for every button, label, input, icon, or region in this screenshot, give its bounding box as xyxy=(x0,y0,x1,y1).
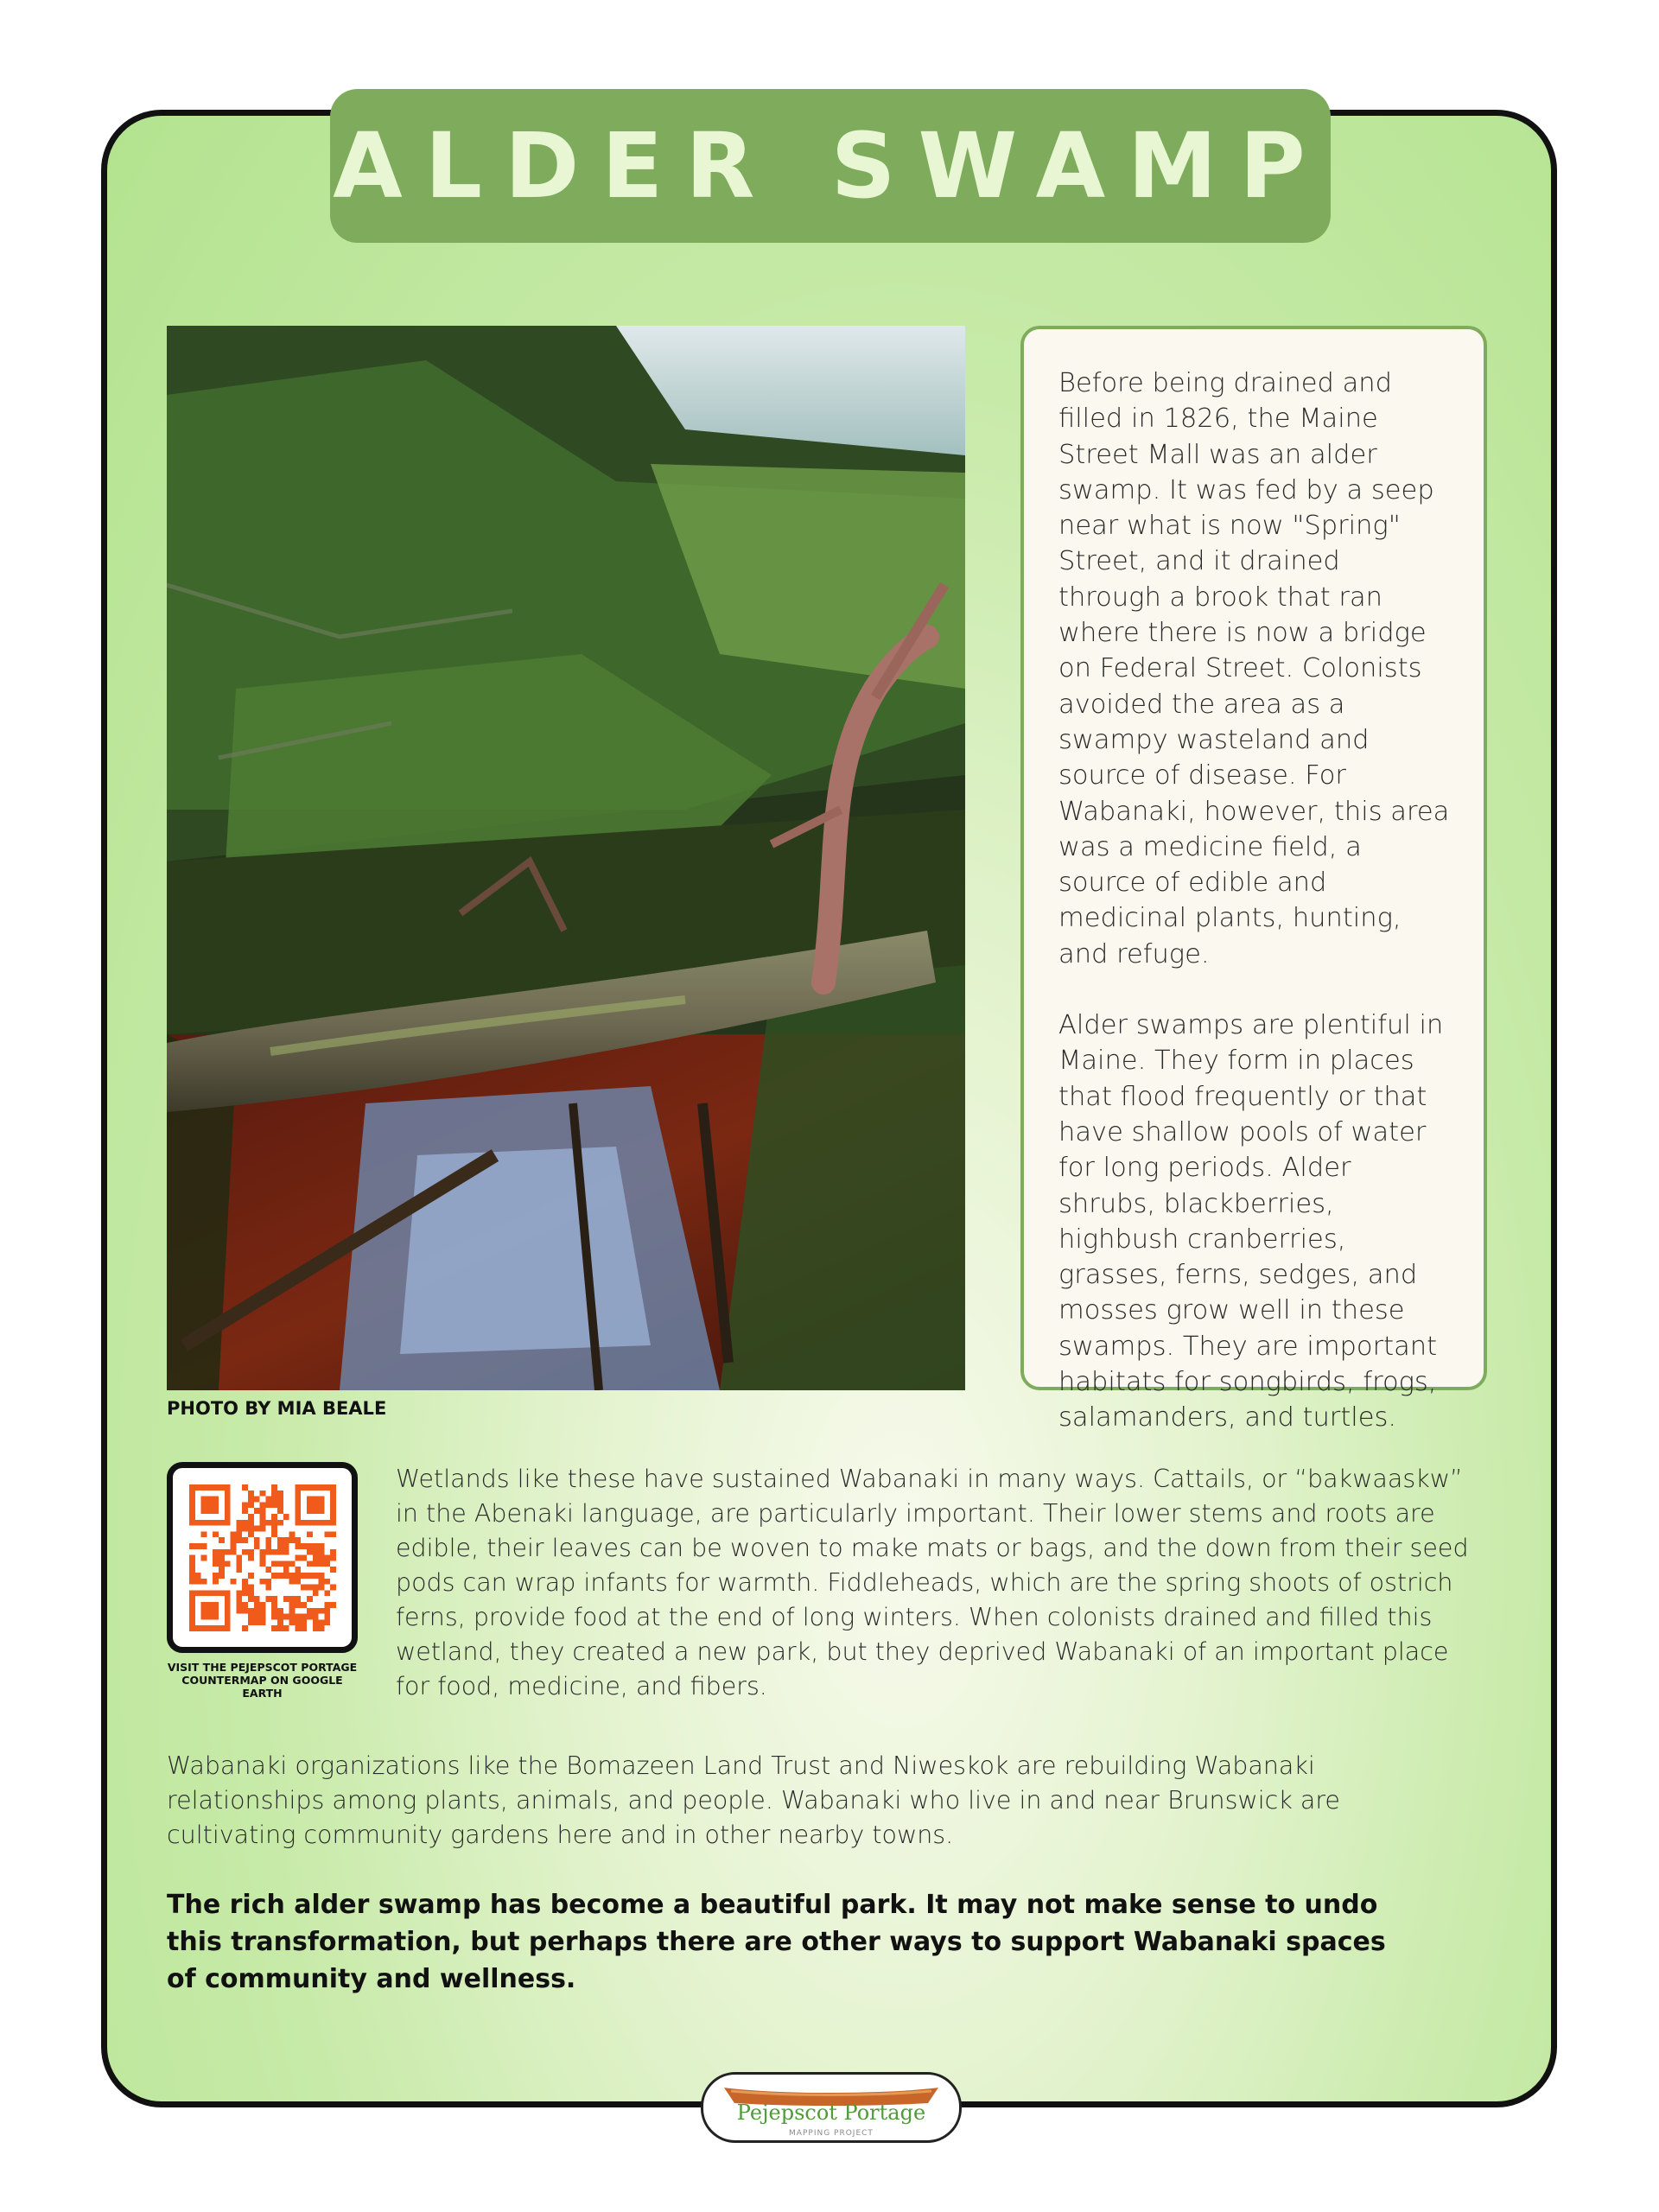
page-title: ALDER SWAMP xyxy=(333,113,1328,219)
swamp-photo-illustration xyxy=(167,326,965,1390)
qr-code-pattern xyxy=(189,1484,336,1631)
title-banner xyxy=(330,89,1331,243)
logo-subtitle: MAPPING PROJECT xyxy=(789,2129,874,2138)
qr-caption: VISIT THE PEJEPSCOT PORTAGE COUNTERMAP ON GOOGLE EARTH xyxy=(167,1661,358,1700)
closing-statement: The rich alder swamp has become a beautiful park. It may not make sense to undo this transformation, but perhaps there are other ways to support Wabanaki spaces of community and wellness. xyxy=(167,1890,1386,1994)
sidebar-text-box xyxy=(1020,326,1487,1433)
sidebar-paragraph-habitat: Alder swamps are plentiful in Maine. They form in places that flood frequently or that have shallow pools of water for long periods. Alder shrubs, blackberries, highbush cranberries, grasses, ferns, sedges, and mosses grow well in these swamps. They are important habitats for songbirds, frogs, salamanders, and turtles. xyxy=(1058,1010,1444,1433)
sidebar-paragraph-history: Before being drained and filled in 1826, the Maine Street Mall was an alder swamp. It was fed by a seep near what is now "Spring" Street, and it drained through a brook that ran where there is now a bridge on Federal Street. Colonists avoided the area as a swampy wasteland and source of disease. For Wabanaki, however, this area was a medicine field, a source of edible and medicinal plants, hunting, and refuge. xyxy=(1058,368,1450,969)
qr-code[interactable] xyxy=(167,1462,358,1653)
logo-name: Pejepscot Portage xyxy=(736,2101,926,2125)
swamp-photo xyxy=(167,326,965,1390)
wetlands-paragraph: Wetlands like these have sustained Wabanaki in many ways. Cattails, or “bakwaaskw” in the Abenaki language, are particularly important. Their lower stems and roots are edible, their leaves can be woven to make mats or bags, and the down from their seed pods can wrap infants for warmth. Fiddleheads, which are the spring shoots of ostrich ferns, provide food at the end of long winters. When colonists drained and filled this wetland, they created a new park, but they deprived Wabanaki of an important place for food, medicine, and fibers. xyxy=(396,1465,1469,1700)
organizations-paragraph: Wabanaki organizations like the Bomazeen Land Trust and Niweskok are rebuilding Wabanaki relationships among plants, animals, and people. Wabanaki who live in and near Brunswick are cultivating community gardens here and in other nearby towns. xyxy=(167,1751,1340,1849)
photo-credit: PHOTO BY MIA BEALE xyxy=(167,1398,387,1419)
pejepscot-portage-logo xyxy=(701,2072,962,2143)
